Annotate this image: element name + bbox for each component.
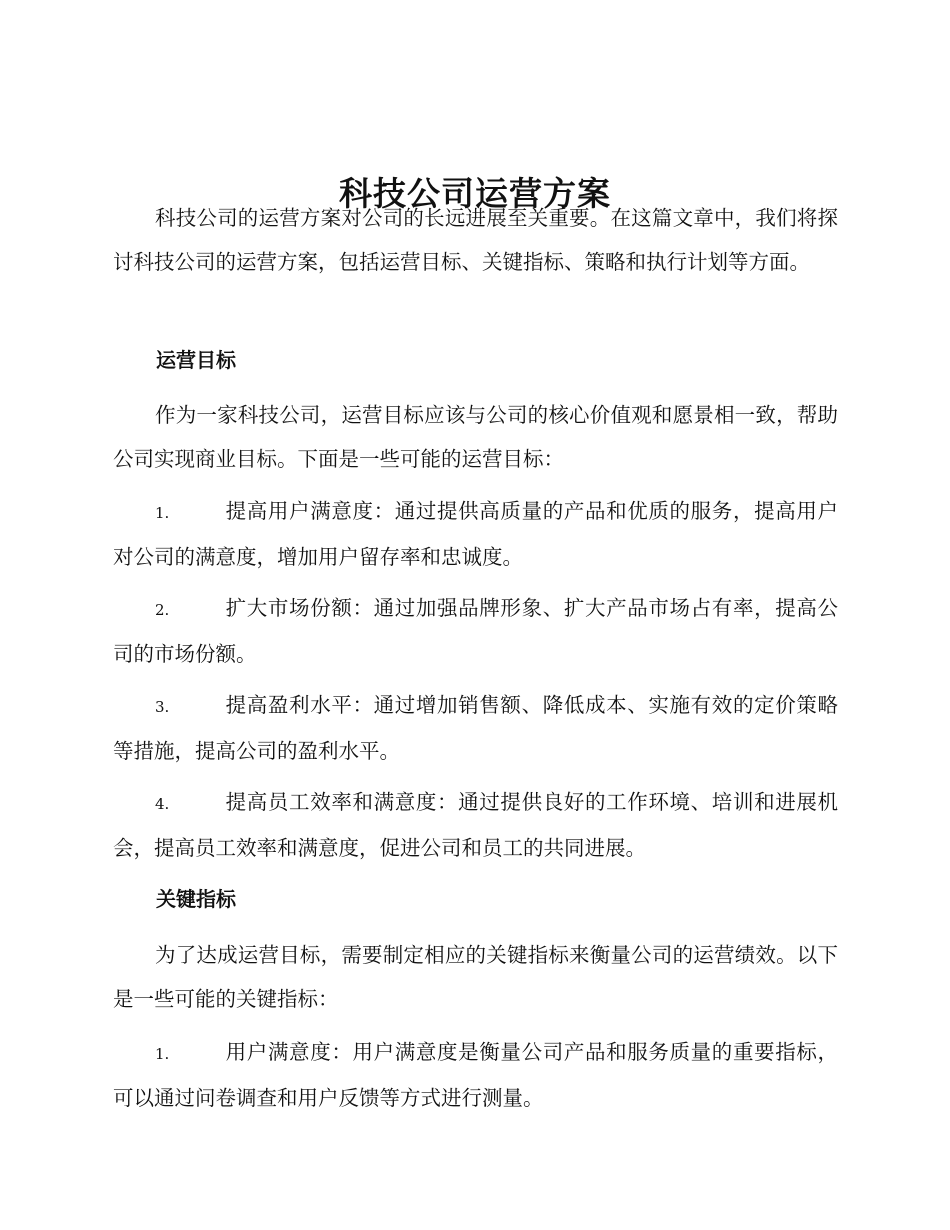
list-item — [113, 586, 838, 676]
list-item-text: 提高员工效率和满意度：通过提供良好的工作环境、培训和进展机会，提高员工效率和满意度，促进公司和员工的共同进展。 — [113, 790, 838, 860]
section-heading-kpis: 关键指标 — [156, 887, 236, 911]
list-item — [113, 780, 838, 870]
list-number: 3. — [155, 698, 170, 716]
list-number: 1. — [155, 504, 170, 522]
list-number: 4. — [155, 795, 170, 813]
intro-paragraph: 科技公司的运营方案对公司的长远进展至关重要。在这篇文章中，我们将探讨科技公司的运营方案，包括运营目标、关键指标、策略和执行计划等方面。 — [113, 206, 838, 274]
document-title: 科技公司运营方案 — [339, 174, 611, 214]
list-number: 2. — [155, 601, 170, 619]
list-item-text: 扩大市场份额：通过加强品牌形象、扩大产品市场占有率，提高公司的市场份额。 — [113, 596, 838, 666]
goals-intro-paragraph: 作为一家科技公司，运营目标应该与公司的核心价值观和愿景相一致，帮助公司实现商业目标。下面是一些可能的运营目标： — [113, 403, 838, 471]
kpis-intro-paragraph: 为了达成运营目标，需要制定相应的关键指标来衡量公司的运营绩效。以下是一些可能的关键指标： — [113, 943, 838, 1011]
list-item-text: 用户满意度：用户满意度是衡量公司产品和服务质量的重要指标，可以通过问卷调查和用户反馈等方式进行测量。 — [113, 1040, 838, 1110]
list-item — [113, 489, 838, 579]
list-item-text: 提高用户满意度：通过提供高质量的产品和优质的服务，提高用户对公司的满意度，增加用户留存率和忠诚度。 — [113, 499, 838, 569]
list-number: 1. — [155, 1045, 170, 1063]
section-heading-goals: 运营目标 — [156, 348, 236, 372]
list-item-text: 提高盈利水平：通过增加销售额、降低成本、实施有效的定价策略等措施，提高公司的盈利水平。 — [113, 693, 838, 763]
list-item — [113, 1030, 838, 1120]
list-item — [113, 683, 838, 773]
